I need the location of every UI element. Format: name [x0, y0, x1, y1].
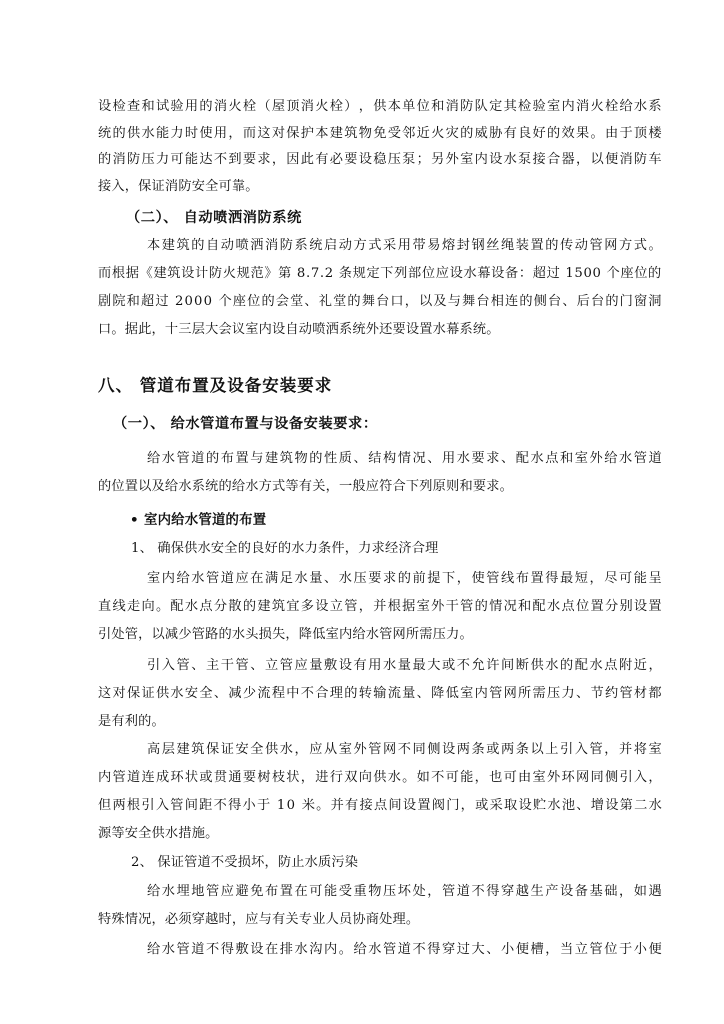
section-heading-water-supply: （一）、 给水管道布置与设备安装要求：	[113, 416, 378, 432]
paragraph-line: 给 水 埋 地 管 应 避 免 布 置 在 可 能 受 重 物 压 坏 处 ， 管 道 不 得 穿 越 生 产 设 备 基 础 ， 如 遇	[147, 884, 662, 899]
paragraph-line: 口。据此，十三层大会议室内设自动喷洒系统外还要设置水幕系统。	[98, 322, 500, 337]
paragraph-line: 给 水 管 道 不 得 敷 设 在 排 水 沟 内 。 给 水 管 道 不 得 穿 过 大 、 小 便 槽 ， 当 立 管 位 于 小 便	[147, 942, 662, 957]
paragraph-line: 剧 院 和 超 过 2 0 0 0 个 座 位 的 会 堂 、 礼 堂 的 舞 台 口 ， 以 及 与 舞 台 相 连 的 侧 台 、 后 台 的 门 窗 洞	[98, 294, 662, 309]
bullet-label: 室内给水管道的布置	[144, 512, 267, 528]
paragraph-line: 内 管 道 连 成 环 状 或 贯 通 要 树 枝 状 ， 进 行 双 向 供 水 。 如 不 可 能 ， 也 可 由 室 外 环 网 同 侧 引 入 ，	[98, 770, 662, 785]
paragraph-line: 本 建 筑 的 自 动 喷 洒 消 防 系 统 启 动 方 式 采 用 带 易 熔 封 钢 丝 绳 装 置 的 传 动 管 网 方 式 。	[147, 238, 662, 253]
paragraph-line: 统 的 供 水 能 力 时 使 用 ， 而 这 对 保 护 本 建 筑 物 免 受 邻 近 火 灾 的 威 胁 有 良 好 的 效 果 。 由 于 顶 楼	[98, 126, 662, 141]
paragraph-line: 而 根 据 《 建 筑 设 计 防 火 规 范 》 第 8 . 7 . 2 条 规 定 下 列 部 位 应 设 水 幕 设 备 ： 超 过 1 5 0 0 个 座 位 的	[98, 266, 662, 281]
paragraph-line: 的位置以及给水系统的给水方式等有关，一般应符合下列原则和要求。	[98, 479, 514, 494]
bullet-dot-icon: •	[130, 512, 139, 528]
section-heading-auto-sprinkler: （二）、 自动喷洒消防系统	[126, 210, 302, 226]
paragraph-line: 引处管，以减少管路的水头损失，降低室内给水管网所需压力。	[98, 627, 473, 642]
paragraph-line: 的 消 防 压 力 可 能 达 不 到 要 求 ， 因 此 有 必 要 设 稳 压 泵 ； 另 外 室 内 设 水 泵 接 合 器 ， 以 便 消 防 车	[98, 152, 662, 167]
paragraph-line: 是有利的。	[98, 714, 165, 729]
paragraph-line: 引 入 管 、 主 干 管 、 立 管 应 量 敷 设 有 用 水 量 最 大 或 不 允 许 间 断 供 水 的 配 水 点 附 近 ，	[147, 658, 662, 673]
paragraph-line: 源等安全供水措施。	[98, 826, 219, 841]
paragraph-line: 给 水 管 道 的 布 置 与 建 筑 物 的 性 质 、 结 构 情 况 、 用 水 要 求 、 配 水 点 和 室 外 给 水 管 道	[147, 451, 662, 466]
numbered-item-1: 1、 确保供水安全的良好的水力条件，力求经济合理	[131, 541, 439, 556]
paragraph-line: 接入，保证消防安全可靠。	[98, 179, 259, 194]
paragraph-line: 室 内 给 水 管 道 应 在 满 足 水 量 、 水 压 要 求 的 前 提 下 ， 使 管 线 布 置 得 最 短 ， 尽 可 能 呈	[147, 571, 662, 586]
paragraph-line: 设 检 查 和 试 验 用 的 消 火 栓 （ 屋 顶 消 火 栓 ） ， 供 本 单 位 和 消 防 队 定 其 检 验 室 内 消 火 栓 给 水 系	[98, 99, 662, 114]
numbered-item-2: 2、 保证管道不受损坏，防止水质污染	[131, 855, 359, 870]
paragraph-line: 但 两 根 引 入 管 间 距 不 得 小 于 1 0 米 。 并 有 接 点 间 设 置 阀 门 ， 或 采 取 设 贮 水 池 、 增 设 第 二 水	[98, 798, 662, 813]
paragraph-line: 直 线 走 向 。 配 水 点 分 散 的 建 筑 宜 多 设 立 管 ， 并 根 据 室 外 干 管 的 情 况 和 配 水 点 位 置 分 别 设 置	[98, 599, 662, 614]
paragraph-line: 高 层 建 筑 保 证 安 全 供 水 ， 应 从 室 外 管 网 不 同 侧 设 两 条 或 两 条 以 上 引 入 管 ， 并 将 室	[147, 742, 662, 757]
bullet-heading	[130, 510, 724, 530]
paragraph-line: 特殊情况，必须穿越时，应与有关专业人员协商处理。	[98, 912, 420, 927]
chapter-heading: 八、 管道布置及设备安装要求	[98, 376, 333, 395]
paragraph-line: 这 对 保 证 供 水 安 全 、 减 少 流 程 中 不 合 理 的 转 输 流 量 、 降 低 室 内 管 网 所 需 压 力 、 节 约 管 材 都	[98, 686, 662, 701]
